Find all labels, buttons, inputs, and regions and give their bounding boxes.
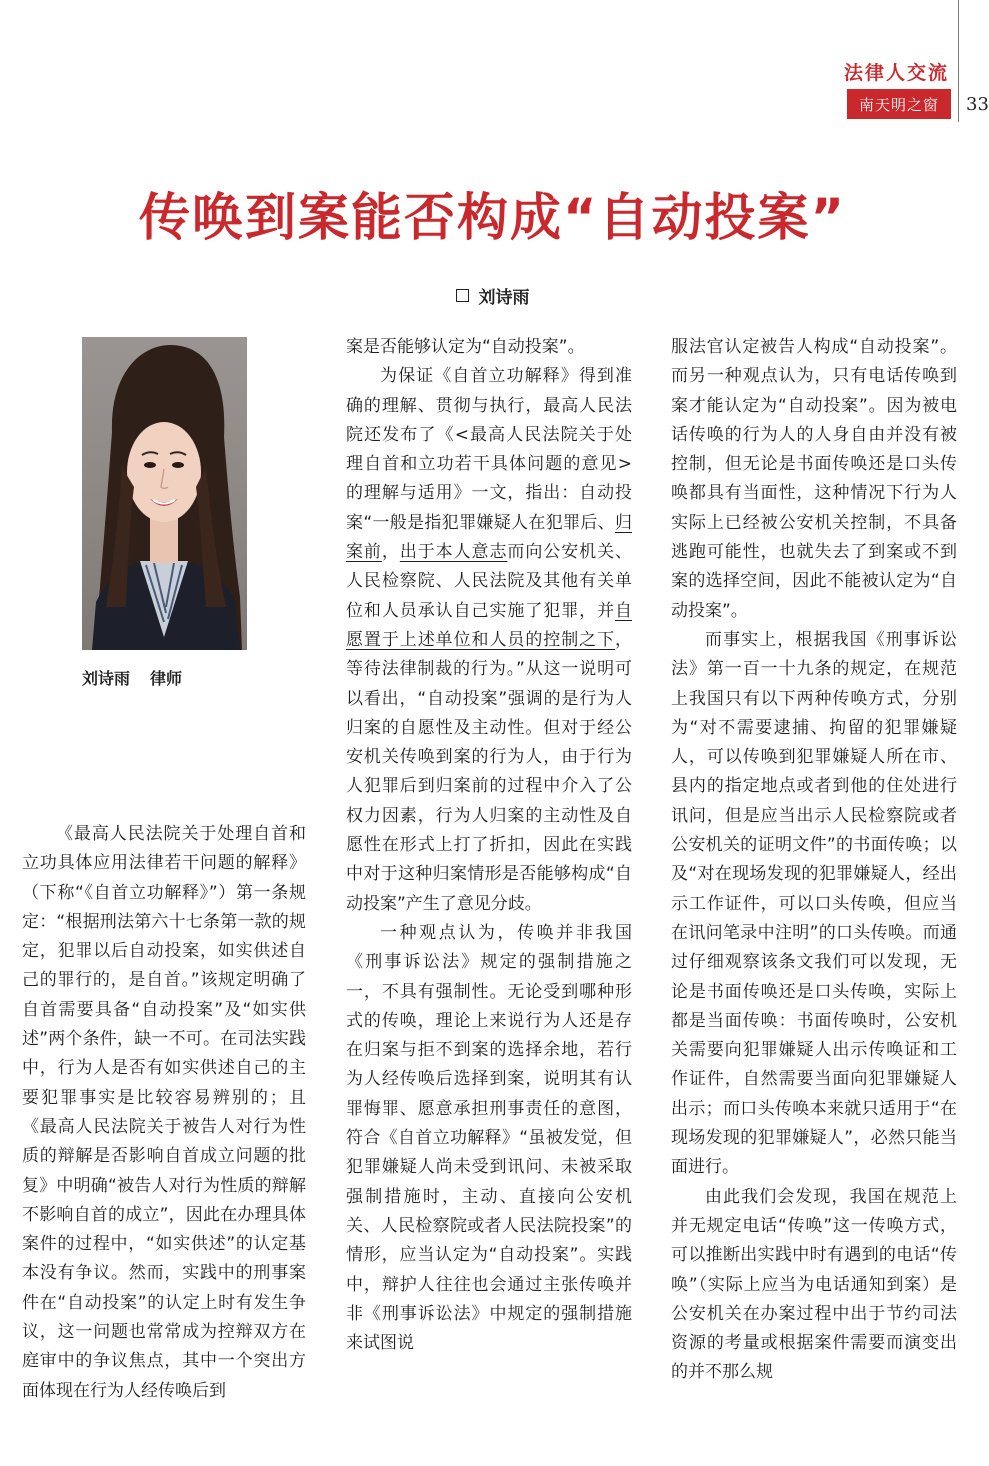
byline <box>0 283 985 308</box>
column-name-badge: 南天明之窗 <box>847 89 951 119</box>
square-icon <box>456 289 469 302</box>
paragraph: 服法官认定被告人构成“自动投案”。而另一种观点认为，只有电话传唤到案才能认定为“自动投案”。因为被电话传唤的行为人的人身自由并没有被控制，但无论是书面传唤还是口头传唤都具有当面性，这种情况下行为人实际上已经被公安机关控制，不具备逃跑可能性，也就失去了到案或不到案的选择空间，因此不能被认定为“自动投案”。 <box>671 337 957 621</box>
text-run: 而向公安机关、人民检察院、人民法院及其他有关单位和人员承认自己实施了犯罪，并 <box>346 542 633 621</box>
paragraph <box>346 362 632 919</box>
body-column-1 <box>22 820 306 1406</box>
article-title: 传唤到案能否构成“自动投案” <box>138 189 847 248</box>
section-name: 法律人交流 <box>843 62 949 84</box>
underlined-text: 归案前 <box>346 512 632 563</box>
author-name: 刘诗雨 <box>478 288 530 308</box>
text-run: ， <box>381 542 400 563</box>
body-column-2 <box>346 333 632 1358</box>
photo-caption <box>82 666 182 689</box>
underlined-text: 自愿置于上述单位和人员的控制之下 <box>346 600 632 650</box>
caption-role: 律师 <box>150 669 183 688</box>
paragraph: 由此我们会发现，我国在规范上并无规定电话“传唤”这一传唤方式，可以推断出实践中时有遇到的电话“传唤”（实际上应当为电话通知到案）是公安机关在办案过程中出于节约司法资源的考量或根据案件需要而演变出的并不那么规 <box>671 1186 957 1383</box>
paragraph: 《最高人民法院关于处理自首和立功具体应用法律若干问题的解释》（下称“《自首立功解释》”）第一条规定：“根据刑法第六十七条第一款的规定，犯罪以后自动投案，如实供述自己的罪行的，是自首。”该规定明确了自首需要具备“自动投案”及“如实供述”两个条件，缺一不可。在司法实践中，行为人是否有如实供述自己的主要犯罪事实是比较容易辨别的；且《最高人民法院关于被告人对行为性质的辩解是否影响自首成立问题的批复》中明确“被告人对行为性质的辩解不影响自首的成立”，因此在办理具体案件的过程中，“如实供述”的认定基本没有争议。然而，实践中的刑事案件在“自动投案”的认定上时有发生争议，这一问题也常常成为控辩双方在庭审中的争议焦点，其中一个突出方面体现在行为人经传唤后到 <box>22 824 306 1401</box>
paragraph: 案是否能够认定为“自动投案”。 <box>346 337 585 357</box>
caption-name: 刘诗雨 <box>82 669 131 688</box>
paragraph: 一种观点认为，传唤并非我国《刑事诉讼法》规定的强制措施之一，不具有强制性。无论受到哪种形式的传唤，理论上来说行为人还是存在归案与拒不到案的选择余地，若行为人经传唤后选择到案，说明其有认罪悔罪、愿意承担刑事责任的意图，符合《自首立功解释》“虽被发觉，但犯罪嫌疑人尚未受到讯问、未被采取强制措施时，主动、直接向公安机关、人民检察院或者人民法院投案”的情形，应当认定为“自动投案”。实践中，辩护人往往也会通过主张传唤并非《刑事诉讼法》中规定的强制措施来试图说 <box>346 922 632 1354</box>
page-number: 33 <box>966 94 989 115</box>
paragraph: 而事实上，根据我国《刑事诉讼法》第一百一十九条的规定，在规范上我国只有以下两种传唤方式，分别为“对不需要逮捕、拘留的犯罪嫌疑人，可以传唤到犯罪嫌疑人所在市、县内的指定地点或者到他的住处进行讯问，但是应当出示人民检察院或者公安机关的证明文件”的书面传唤；以及“对在现场发现的犯罪嫌疑人，经出示工作证件，可以口头传唤，但应当在讯问笔录中注明”的口头传唤。而通过仔细观察该条文我们可以发现，无论是书面传唤还是口头传唤，实际上都是当面传唤：书面传唤时，公安机关需要向犯罪嫌疑人出示传唤证和工作证件，自然需要当面向犯罪嫌疑人出示；而口头传唤本来就只适用于“在现场发现的犯罪嫌疑人”，必然只能当面进行。 <box>671 629 957 1178</box>
text-run: 为保证《自首立功解释》得到准确的理解、贯彻与执行，最高人民法院还发布了《<最高人民法院关于处理自首和立功若干具体问题的意见>的理解与适用》一文，指出：自动投案“一般是指犯罪嫌疑人在犯罪后、 <box>346 366 632 533</box>
text-run: ，等待法律制裁的行为。”从这一说明可以看出，“自动投案”强调的是行为人归案的自愿性及主动性。但对于经公安机关传唤到案的行为人，由于行为人犯罪后到归案前的过程中介入了公权力因素，行为人归案的主动性及自愿性在形式上打了折扣，因此在实践中对于这种归案情形是否能够构成“自动投案”产生了意见分歧。 <box>346 629 632 914</box>
author-photo <box>82 337 247 650</box>
page-edge-rule <box>958 0 959 122</box>
underlined-text: 出于本人意志 <box>399 542 508 563</box>
body-column-3 <box>671 333 957 1388</box>
portrait-illustration <box>82 337 247 650</box>
